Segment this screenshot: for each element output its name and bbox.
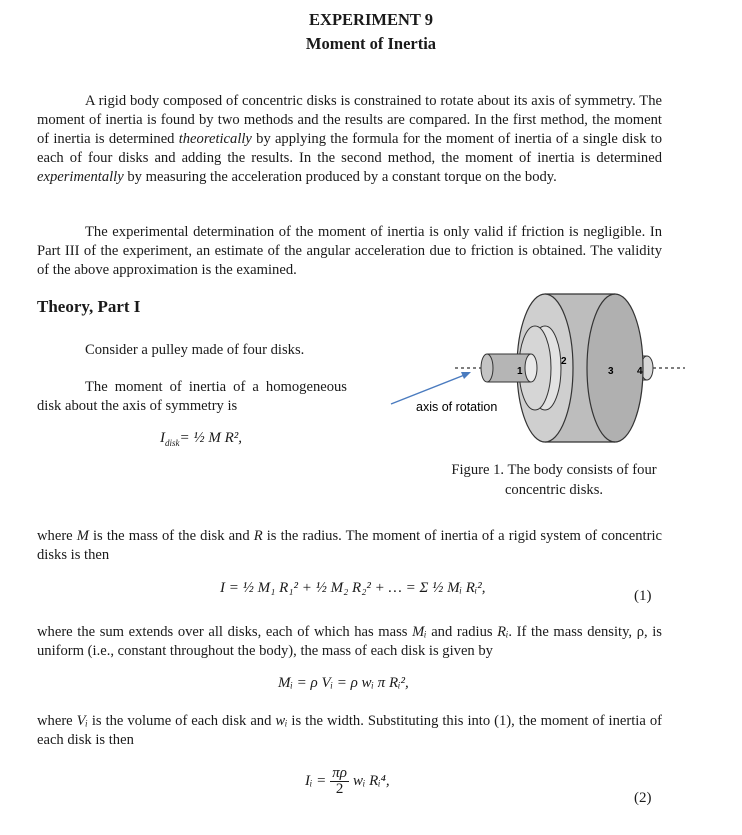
intro-p1-text-c: by measuring the acceleration produced by a constant torque on the body. <box>123 169 557 185</box>
section-heading-theory: Theory, Part I <box>37 297 141 316</box>
eq2-rhs: wᵢ Rᵢ⁴, <box>352 773 390 789</box>
symbol-r: R <box>253 528 263 544</box>
eq2-lhs: Iᵢ = <box>305 773 327 789</box>
equation-1-number: (1) <box>634 588 652 604</box>
eq2-numerator: πρ <box>332 765 347 781</box>
intro-paragraph-2: The experimental determination of the moment of inertia is only valid if friction is negligible. In Part III of the experiment, an estimate of the angular acceleration due to friction is obtained. The validity of the above approximation is the examined. <box>37 224 662 278</box>
disk-label-3: 3 <box>608 366 614 377</box>
intro-p1-emphasis-theoretically: theoretically <box>178 131 252 147</box>
intro-p1-text-a: A rigid body composed of concentric disks is constrained to rotate about its axis of symmetry. The moment of inertia is found by two methods and the results are compared. In the first method, the moment of inertia is determined <box>37 93 662 147</box>
symbol-ri: Rᵢ <box>497 624 509 640</box>
equation-disk-inertia <box>160 430 242 448</box>
axis-pointer-arrowhead <box>461 372 471 379</box>
disk-label-4: 4 <box>637 366 643 377</box>
sum-extends-paragraph <box>37 623 662 661</box>
figure-concentric-disks <box>385 286 685 446</box>
where-m-paragraph <box>37 527 662 565</box>
page-title: Moment of Inertia <box>305 34 437 53</box>
equation-2 <box>305 766 390 797</box>
disk-3-back <box>587 294 643 442</box>
eq-disk-rhs: = ½ M R², <box>179 430 243 446</box>
disk-1-body <box>487 354 531 382</box>
disk-label-2: 2 <box>561 356 567 367</box>
symbol-wi: wᵢ <box>275 713 288 729</box>
eq2-fraction <box>330 766 349 797</box>
disk-1-inner-ring <box>525 354 537 382</box>
equation-2-number: (2) <box>634 790 652 806</box>
eq-disk-subscript: disk <box>165 438 180 448</box>
symbol-vi: Vᵢ <box>76 713 88 729</box>
sum-extends-text-b: and radius <box>426 624 498 640</box>
intro-p1-emphasis-experimentally: experimentally <box>37 169 124 185</box>
where-m-text-c: is the radius. The moment of inertia of a rigid system of concentric disks is then <box>37 528 663 563</box>
intro-paragraph-1 <box>37 92 662 187</box>
intro-p1-text-b: by applying the formula for the moment of inertia of a single disk to each of four disks and adding the results. In the second method, the moment of inertia is determined <box>37 131 662 166</box>
eq2-denominator: 2 <box>335 781 344 797</box>
where-m-text-a: where <box>37 528 77 544</box>
where-v-text-a: where <box>37 713 77 729</box>
sum-extends-text-a: where the sum extends over all disks, each of which has mass <box>37 624 413 640</box>
homogeneous-disk-text: The moment of inertia of a homogeneous disk about the axis of symmetry is <box>37 379 347 414</box>
disk-1-face <box>481 354 493 382</box>
consider-text: Consider a pulley made of four disks. <box>85 342 305 358</box>
axis-of-rotation-label: axis of rotation <box>416 400 498 414</box>
where-m-text-b: is the mass of the disk and <box>88 528 254 544</box>
experiment-number: EXPERIMENT 9 <box>309 10 433 29</box>
where-v-text-b: is the volume of each disk and <box>87 713 276 729</box>
disk-label-1: 1 <box>517 366 523 377</box>
symbol-mi: Mᵢ <box>412 624 427 640</box>
sum-extends-text-c: . If the mass density, ρ, is uniform (i.e., constant throughout the body), the mass of each disk is given by <box>37 624 662 659</box>
equation-1: I = ½ M₁ R₁² + ½ M₂ R₂² + … = Σ ½ Mᵢ Rᵢ², <box>220 580 486 596</box>
where-v-paragraph <box>37 712 662 750</box>
figure-caption: Figure 1. The body consists of four concentric disks. <box>451 462 657 498</box>
where-v-text-c: is the width. Substituting this into (1), the moment of inertia of each disk is then <box>37 713 662 748</box>
equation-mass: Mᵢ = ρ Vᵢ = ρ wᵢ π Rᵢ², <box>278 675 409 691</box>
symbol-m: M <box>76 528 89 544</box>
eq-disk-lhs: I <box>160 430 165 446</box>
